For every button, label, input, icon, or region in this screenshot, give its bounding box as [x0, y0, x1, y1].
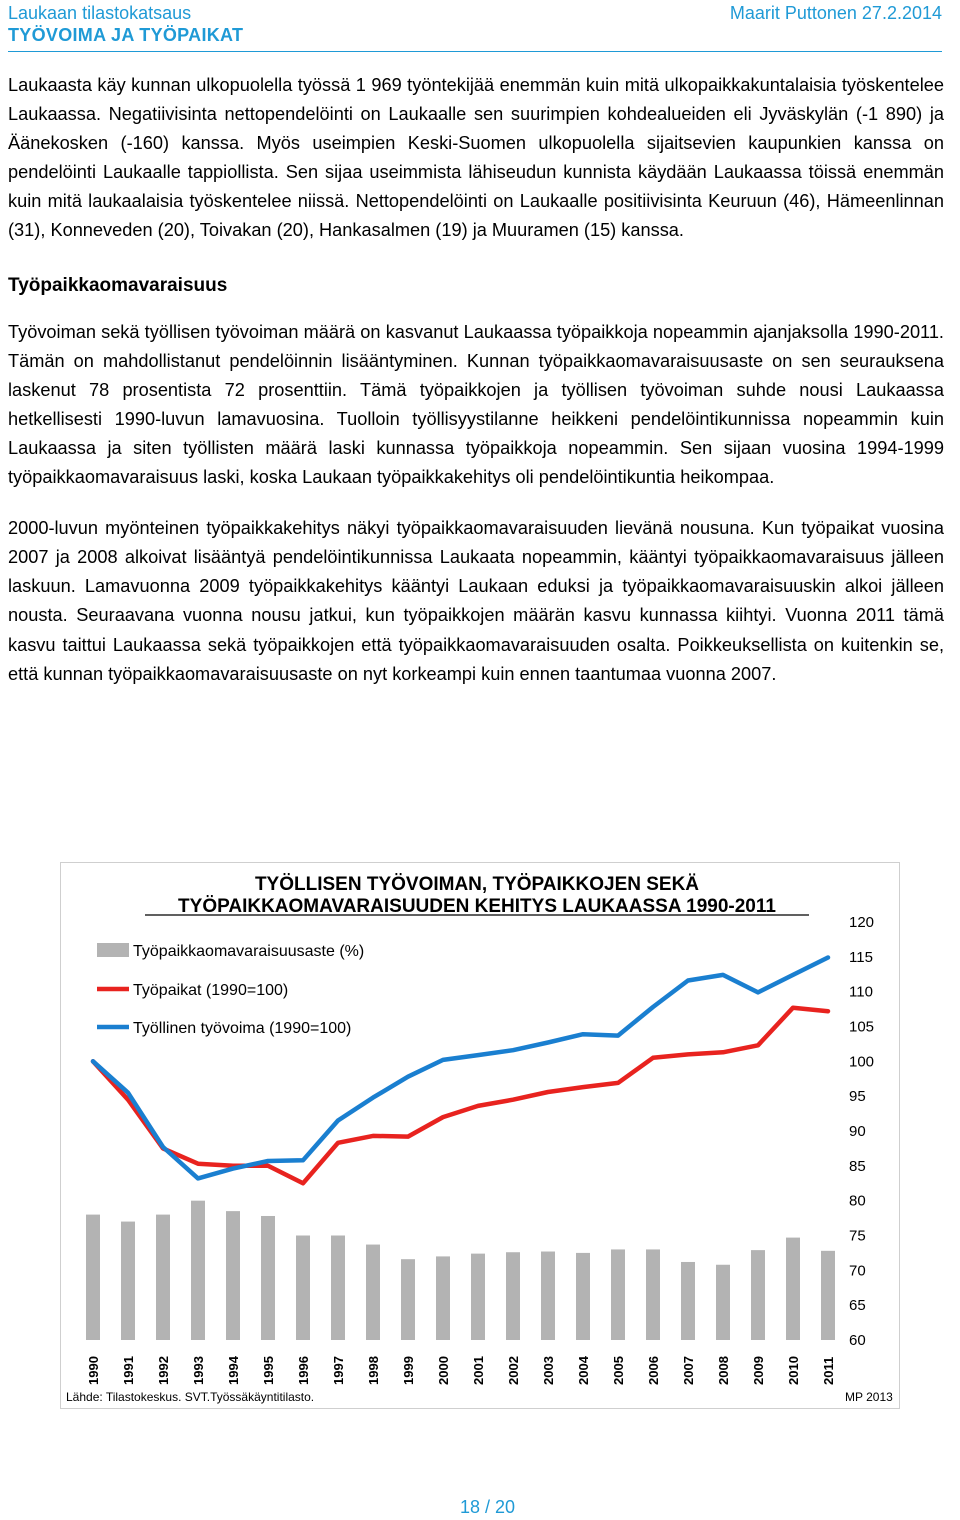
- x-tick-label: 2003: [541, 1356, 556, 1385]
- bar-1995: [261, 1216, 275, 1340]
- bar-2004: [576, 1253, 590, 1340]
- legend-label: Työllinen työvoima (1990=100): [133, 1020, 352, 1037]
- document-body: [8, 71, 944, 689]
- x-tick-label: 2005: [611, 1356, 626, 1385]
- x-tick-label: 1990: [86, 1356, 101, 1385]
- author-date: Maarit Puttonen 27.2.2014: [729, 3, 942, 23]
- bar-2008: [716, 1265, 730, 1340]
- x-tick-label: 1996: [296, 1356, 311, 1385]
- bar-1992: [156, 1215, 170, 1340]
- x-tick-label: 2006: [646, 1356, 661, 1385]
- section-heading: Työpaikkaomavaraisuus: [8, 274, 228, 296]
- x-tick-label: 2010: [786, 1356, 801, 1385]
- chart-title-line1: TYÖLLISEN TYÖVOIMAN, TYÖPAIKKOJEN SEKÄ: [254, 874, 700, 895]
- y-tick-label: 120: [849, 914, 875, 931]
- y-tick-label: 80: [849, 1192, 866, 1210]
- y-tick-label: 110: [849, 983, 873, 1001]
- y-tick-label: 105: [849, 1018, 875, 1036]
- x-tick-label: 2011: [821, 1356, 836, 1385]
- x-tick-label: 2001: [471, 1356, 486, 1385]
- y-tick-label: 70: [849, 1262, 866, 1280]
- bar-2001: [471, 1254, 485, 1340]
- x-tick-label: 1998: [366, 1356, 381, 1385]
- chart-frame: [60, 862, 900, 1409]
- header-divider: [8, 51, 942, 52]
- bar-2002: [506, 1252, 520, 1340]
- x-tick-label: 1995: [261, 1356, 276, 1385]
- bar-1994: [226, 1211, 240, 1340]
- chart-title-line2: TYÖPAIKKAOMAVARAISUUDEN KEHITYS LAUKAASSA 1990-2011: [178, 896, 776, 917]
- chart-source: Lähde: Tilastokeskus. SVT.Työssäkäyntitilasto.: [66, 1390, 315, 1404]
- bar-2010: [786, 1238, 800, 1340]
- y-tick-label: 115: [849, 948, 873, 966]
- x-tick-label: 2002: [506, 1356, 521, 1385]
- legend-label: Työpaikkaomavaraisuusaste (%): [133, 943, 365, 960]
- bar-2011: [821, 1251, 835, 1340]
- x-tick-label: 2000: [436, 1356, 451, 1385]
- bar-2000: [436, 1256, 450, 1340]
- section-title: TYÖVOIMA JA TYÖPAIKAT: [8, 25, 244, 45]
- page-number: 18 / 20: [459, 1497, 516, 1517]
- chart-credit: MP 2013: [845, 1390, 893, 1404]
- paragraph-self-sufficiency: Työvoiman sekä työllisen työvoiman määrä on kasvanut Laukaassa työpaikkoja nopeammin ajanjaksolla 1990-2011. Tämän on mahdollistanut pendelöinnin lisääntyminen. Kunnan työpaikkaomavaraisuusaste on sen seurauksena laskenut 78 prosentista 72 prosenttiin. Tämä työpaikkojen ja työllisen työvoiman suhde nousi Laukaassa hetkellisesti 1990-luvun lamavuosina. Tuolloin työllisyystilanne heikkeni pendelöintikunnissa nopeammin kuin Laukaassa ja siten työllisten määrä laski kunnassa työpaikkoja nopeammin. Sen sijaan vuosina 1994-1999 työpaikkaomavaraisuus laski, koska Laukaan työpaikkakehitys oli pendelöintikuntia heikompaa.: [8, 321, 944, 488]
- y-tick-label: 100: [849, 1053, 875, 1071]
- bar-1998: [366, 1245, 380, 1340]
- page-header: [8, 2, 942, 46]
- legend-swatch-bar: [97, 943, 129, 957]
- paragraph-2000s: 2000-luvun myönteinen työpaikkakehitys näkyi työpaikkaomavaraisuuden lievänä nousuna. Kun työpaikat vuosina 2007 ja 2008 alkoivat lisääntyä pendelöintikunnissa Laukaata nopeammin, kääntyi työpaikkaomavaraisuus jälleen laskuun. Lamavuonna 2009 työpaikkakehitys kääntyi Laukaan eduksi ja työpaikkaomavaraisuuskin alkoi jälleen nousta. Seuraavana vuonna nousu jatkui, kun työpaikkojen määrän kasvu kunnassa kiihtyi. Vuonna 2011 tämä kasvu taittui Laukaassa sekä työpaikkojen että työpaikkaomavaraisuuden osalta. Poikkeuksellista on kuitenkin se, että kunnan työpaikkaomavaraisuusaste on nyt korkeampi kuin ennen taantumaa vuonna 2007.: [8, 518, 944, 684]
- x-tick-label: 1999: [401, 1356, 416, 1385]
- bar-1990: [86, 1215, 100, 1340]
- x-tick-label: 1994: [226, 1356, 241, 1385]
- x-tick-label: 1991: [121, 1356, 136, 1385]
- y-tick-label: 85: [849, 1157, 866, 1175]
- report-title: Laukaan tilastokatsaus: [8, 3, 192, 23]
- bar-1993: [191, 1201, 205, 1340]
- employment-chart: [61, 863, 899, 1408]
- x-tick-label: 2009: [751, 1356, 766, 1385]
- legend-label: Työpaikat (1990=100): [133, 982, 289, 999]
- bar-1991: [121, 1222, 135, 1340]
- bar-2009: [751, 1250, 765, 1340]
- x-tick-label: 1993: [191, 1356, 206, 1385]
- y-tick-label: 60: [849, 1332, 866, 1349]
- y-tick-label: 95: [849, 1088, 866, 1106]
- bar-2003: [541, 1252, 555, 1340]
- x-tick-label: 2004: [576, 1356, 591, 1385]
- y-tick-label: 90: [849, 1123, 866, 1140]
- bar-2006: [646, 1249, 660, 1340]
- bar-1996: [296, 1236, 310, 1341]
- y-tick-label: 65: [849, 1297, 866, 1315]
- paragraph-commuting: Laukaasta käy kunnan ulkopuolella työssä 1 969 työntekijää enemmän kuin mitä ulkopaikkakuntalaisia työskentelee Laukaassa. Negatiivisinta nettopendelöinti on Laukaalle sen suurimpien kohdealueiden eli Jyväskylän (-1 890) ja Äänekosken (-160) kanssa. Myös useimpien Keski-Suomen ulkopuolella sijaitsevien kaupunkien kanssa on pendelöinti Laukaalle tappiollista. Sen sijaa useimmista lähiseudun kunnista käydään Laukaassa töissä enemmän kuin mitä laukaalaisia työskentelee niissä. Nettopendelöinti on Laukaalle positiivisinta Keuruun (46), Hämeenlinnan (31), Konneveden (20), Toivakan (20), Hankasalmen (19) ja Muuramen (15) kanssa.: [8, 75, 944, 241]
- y-tick-label: 75: [849, 1227, 866, 1245]
- x-tick-label: 1997: [331, 1356, 346, 1385]
- bar-2007: [681, 1262, 695, 1340]
- x-tick-label: 1992: [156, 1356, 171, 1385]
- bar-1999: [401, 1259, 415, 1340]
- bar-2005: [611, 1249, 625, 1340]
- x-tick-label: 2008: [716, 1356, 731, 1385]
- bar-1997: [331, 1236, 345, 1341]
- x-tick-label: 2007: [681, 1356, 696, 1385]
